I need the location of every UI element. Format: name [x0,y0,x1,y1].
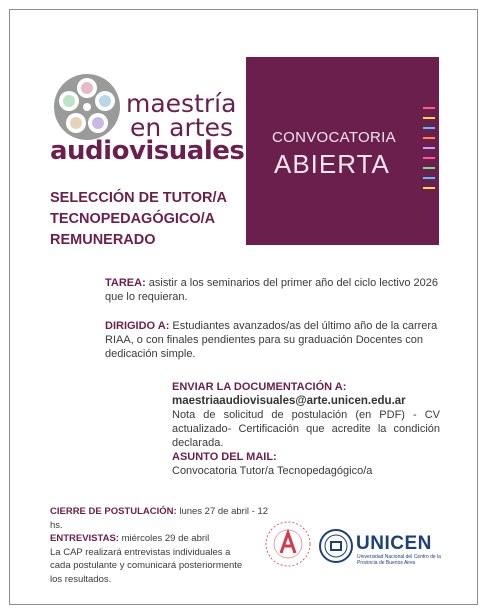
unicen-wordmark: UNICEN [356,533,432,554]
color-stripes-decoration [423,107,435,197]
film-reel-logo [52,72,122,142]
cap-note: La CAP realizará entrevistas individuales a cada postulante y comunicará posteriormente los resultados. [50,546,243,585]
entrevistas-label: ENTREVISTAS: [50,533,119,544]
entrevistas-text: miércoles 29 de abril [118,533,210,544]
call-title [50,188,227,251]
email-address[interactable]: maestriaaudiovisuales@arte.unicen.edu.ar [172,395,406,407]
unicen-emblem-logo [319,529,353,563]
cierre-label: CIERRE DE POSTULACIÓN: [50,506,177,517]
cierre-line [50,505,270,532]
asunto-label: ASUNTO DEL MAIL: [172,451,277,463]
required-docs: Nota de solicitud de postulación (en PDF) - CV actualizado- Certificación que acredite la condición declarada. [172,409,440,449]
title-line-3: REMUNERADO [50,232,156,248]
dates-section [50,505,270,586]
tarea-text: asistir a los seminarios del primer año del ciclo lectivo 2026 que lo requieran. [105,277,438,303]
enviar-section [172,380,440,478]
entrevistas-line [50,532,270,546]
tarea-label: TAREA: [105,277,146,289]
convocatoria-banner [246,57,439,245]
dirigido-paragraph [105,319,445,361]
enviar-label: ENVIAR LA DOCUMENTACIÓN A: [172,381,347,393]
cierre-text: lunes 27 de abril - 12 hs. [50,506,269,531]
banner-line-1: CONVOCATORIA [272,129,396,146]
title-line-2: TECNOPEDAGÓGICO/A [50,211,216,227]
brand-line-1: maestría [126,89,237,118]
asunto-text: Convocatoria Tutor/a Tecnopedagógico/a [172,465,373,477]
brand-line-2: en artes [130,113,233,142]
tarea-paragraph [105,276,445,304]
dirigido-label: DIRIGIDO A: [105,320,170,332]
brand-line-3: audiovisuales [50,136,245,166]
faculty-seal-logo [264,520,312,568]
dirigido-text: Estudiantes avanzados/as del último año de la carrera RIAA, o con finales pendientes para su graduación Docentes con dedicación simple. [105,320,438,360]
title-line-1: SELECCIÓN DE TUTOR/A [50,190,227,206]
unicen-subtitle: Universidad Nacional del Centro de la Provincia de Buenos Aires [357,554,441,566]
banner-line-2: ABIERTA [274,149,390,179]
